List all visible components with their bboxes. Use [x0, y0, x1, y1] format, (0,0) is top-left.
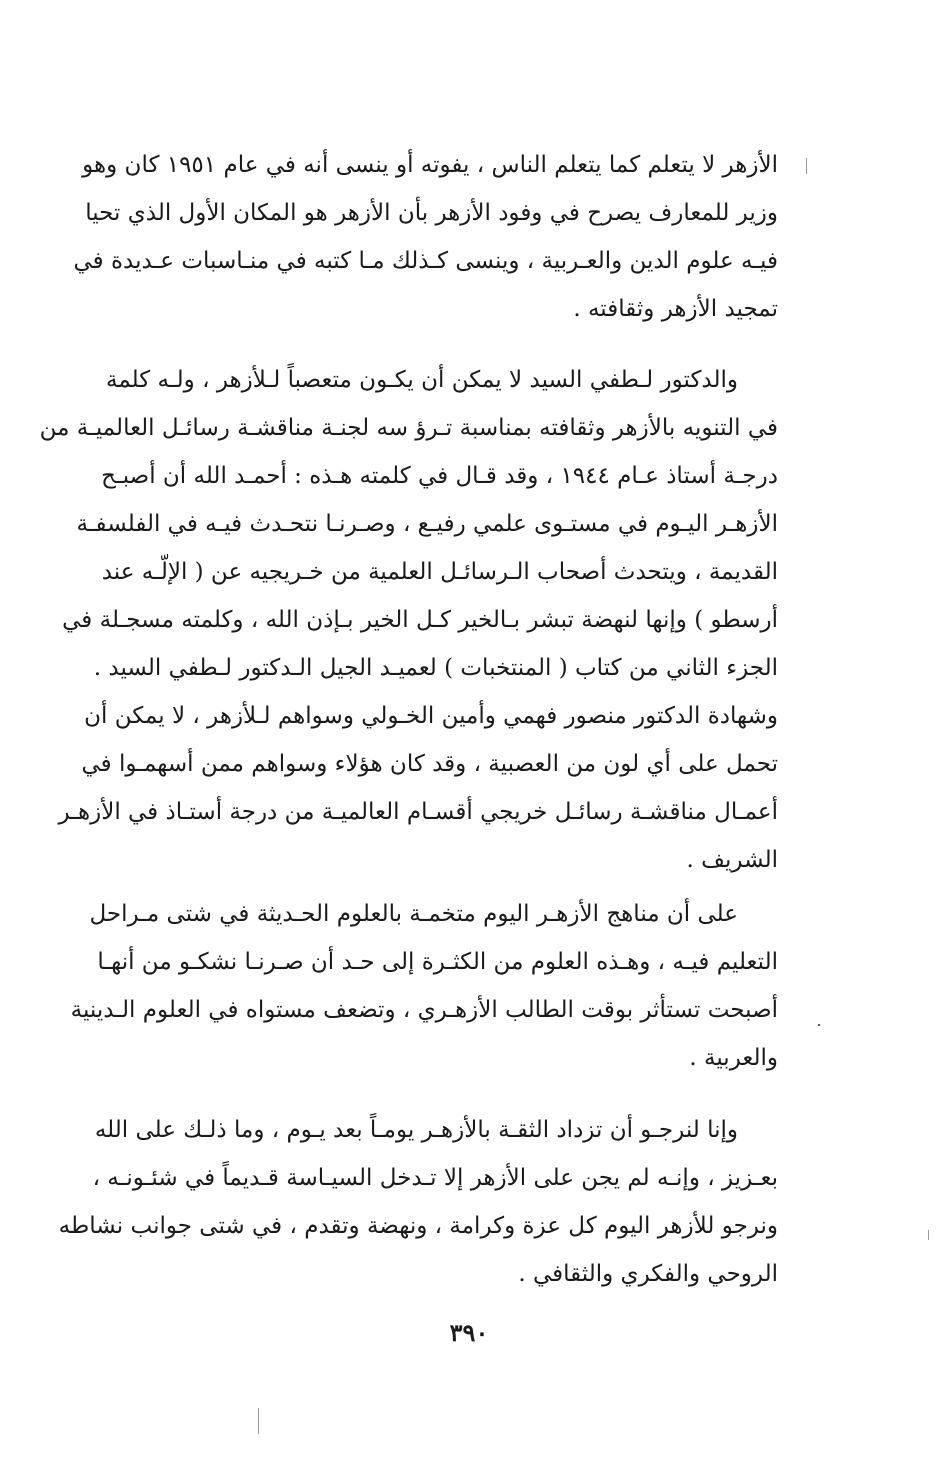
text-line: الروحي والفكري والثقافي . [518, 1261, 778, 1287]
text-line: وإنا لنرجـو أن تزداد الثقـة بالأزهـر يومـاً بعد يـوم ، وما ذلـك على الله [94, 1117, 738, 1143]
scan-artifact [806, 158, 807, 174]
text-line: أرسطو ) وإنها لنهضة تبشر بـالخير كـل الخير بـإذن الله ، وكلمته مسجـلة في [62, 607, 778, 633]
text-line: درجـة أستاذ عـام ١٩٤٤ ، وقد قـال في كلمته هـذه : أحمـد الله أن أصبـح [101, 463, 778, 489]
text-line: على أن مناهج الأزهـر اليوم متخمـة بالعلوم الحـديثة في شتى مـراحل [89, 901, 738, 927]
text-line: وشهادة الدكتور منصور فهمي وأمين الخـولي وسواهم لـلأزهر ، لا يمكن أن [84, 703, 778, 729]
text-line: تمجيد الأزهر وثقافته . [573, 296, 778, 322]
scan-artifact [818, 1024, 820, 1026]
text-line: ونرجو للأزهر اليوم كل عزة وكرامة ، ونهضة وتقدم ، في شتى جوانب نشاطه [58, 1213, 778, 1239]
text-line: أعمـال مناقشـة رسائـل خريجي أقسـام العالميـة من درجة أستـاذ في الأزهـر [58, 799, 778, 825]
text-line: الأزهـر اليـوم في مستـوى علمي رفيـع ، وصـرنـا نتحـدث فيـه في الفلسفـة [76, 511, 778, 537]
text-line: تحمل على أي لون من العصبية ، وقد كان هؤلاء وسواهم ممن أسهمـوا في [81, 751, 778, 777]
paragraph-4 [58, 1106, 778, 1298]
text-line: الأزهر لا يتعلم كما يتعلم الناس ، يفوته أو ينسى أنه في عام ١٩٥١ كان وهو [82, 152, 778, 178]
text-line: فيـه علوم الدين والعـربية ، وينسى كـذلك مـا كتبه في منـاسبات عـديدة في [73, 248, 778, 274]
text-line: والعربية . [689, 1045, 778, 1071]
scan-artifact [928, 1230, 929, 1240]
paragraph-2 [39, 356, 778, 884]
text-line: أصبحت تستأثر بوقت الطالب الأزهـري ، وتضعف مستواه في العلوم الـدينية [70, 997, 778, 1023]
paragraph-3 [70, 890, 778, 1082]
text-line: التعليم فيـه ، وهـذه العلوم من الكثـرة إلى حـد أن صـرنـا نشكـو من أنهـا [97, 949, 778, 975]
text-line: الجزء الثاني من كتاب ( المنتخبات ) لعميـد الجيل الـدكتور لـطفي السيد . [93, 655, 778, 681]
text-line: القديمة ، ويتحدث أصحاب الـرسائـل العلمية من خـريجيه عن ( الإلّـه عند [101, 559, 778, 585]
page-number: ٣٩٠ [449, 1318, 489, 1347]
text-line: في التنويه بالأزهر وثقافته بمناسبة تـرؤ سه لجنـة مناقشـة رسائـل العالميـة من [39, 415, 778, 441]
text-line: بعـزيز ، وإنـه لم يجن على الأزهر إلا تـدخل السيـاسة قـديماً في شئـونـه ، [92, 1165, 778, 1191]
paragraph-1 [73, 141, 778, 333]
text-line: والدكتور لـطفي السيد لا يمكن أن يكـون متعصباً لـلأزهر ، ولـه كلمة [106, 367, 738, 393]
text-line: الشريف . [686, 847, 778, 873]
text-line: وزير للمعارف يصرح في وفود الأزهر بأن الأزهر هو المكان الأول الذي تحيا [85, 200, 778, 226]
scan-artifact [258, 1408, 259, 1434]
